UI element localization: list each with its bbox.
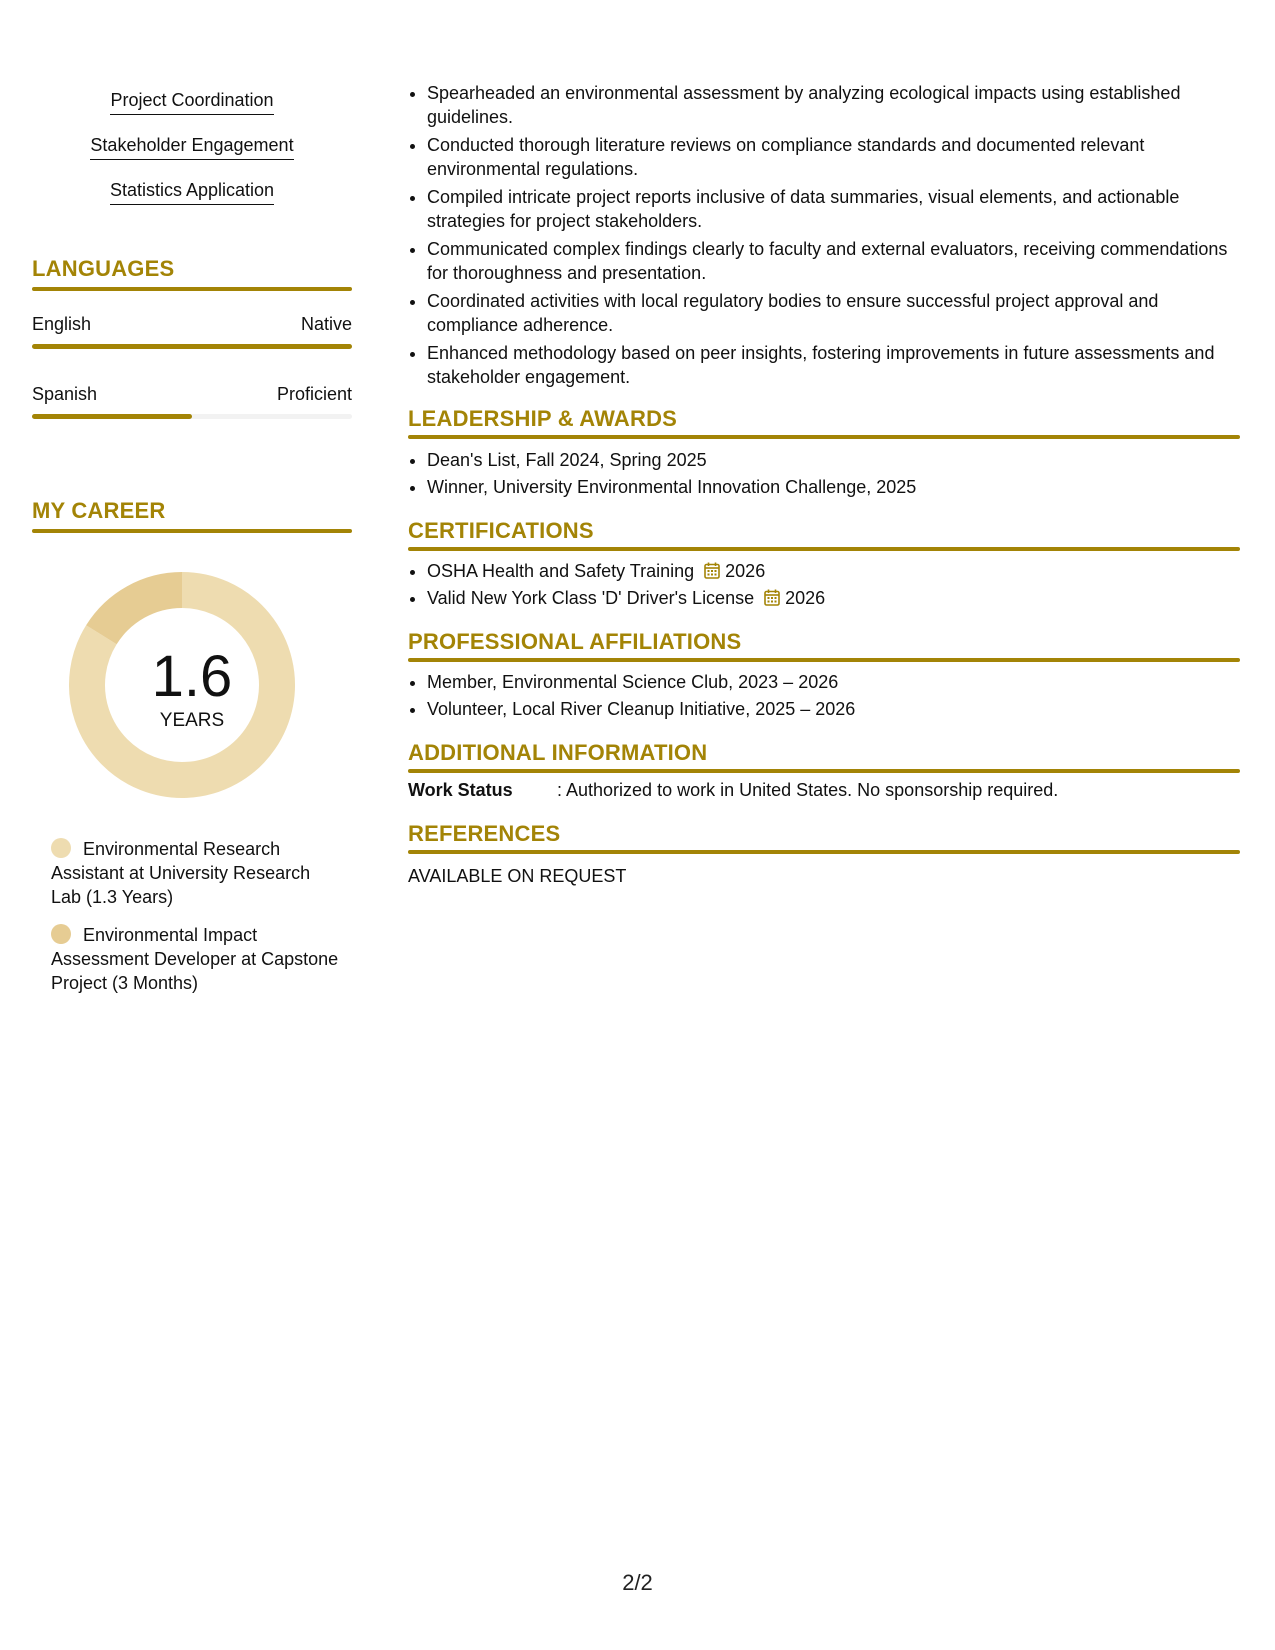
experience-bullet-list <box>408 81 1240 393</box>
experience-bullet: • Spearheaded an environmental assessment by analyzing ecological impacts using established guidelines. <box>427 81 1240 129</box>
experience-bullet: • Communicated complex findings clearly to faculty and external evaluators, receiving commendations for thoroughness and presentation. <box>427 237 1240 285</box>
career-legend-dot <box>51 838 71 858</box>
career-legend-dot <box>51 924 71 944</box>
experience-bullet: • Coordinated activities with local regulatory bodies to ensure successful project approval and compliance adherence. <box>427 289 1240 337</box>
career-donut-segment <box>101 590 182 635</box>
additional-info-divider <box>408 769 1240 773</box>
career-years-unit: YEARS <box>159 710 225 731</box>
career-divider <box>32 529 352 533</box>
work-status-value: : Authorized to work in United States. No sponsorship required. <box>557 780 1059 800</box>
affiliations-divider <box>408 658 1240 662</box>
career-legend-item: Environmental Impact Assessment Developer at Capstone Project (3 Months) <box>51 925 339 993</box>
experience-bullet: • Conducted thorough literature reviews on compliance standards and documented relevant environmental regulations. <box>427 133 1240 181</box>
leadership-list <box>408 448 1240 502</box>
career-total-years: 1.6 <box>151 644 233 709</box>
skill-item: Project Coordination <box>32 89 352 115</box>
calendar-icon <box>764 589 780 606</box>
experience-bullet: • Compiled intricate project reports inclusive of data summaries, visual elements, and actionable strategies for project stakeholders. <box>427 185 1240 233</box>
work-status-row <box>408 780 1058 801</box>
experience-bullet: • Enhanced methodology based on peer insights, fostering improvements in future assessments and stakeholder engagement. <box>427 341 1240 389</box>
language-name: Spanish <box>32 384 98 404</box>
references-heading: REFERENCES <box>408 821 561 846</box>
certification-item: • Valid New York Class 'D' Driver's License 2026 <box>427 586 1240 610</box>
page-indicator: 2/2 <box>622 1570 653 1595</box>
languages-divider <box>32 287 352 291</box>
career-heading: MY CAREER <box>32 498 166 523</box>
language-name: English <box>32 314 92 334</box>
language-bar-english <box>32 344 352 349</box>
affiliation-item: • Member, Environmental Science Club, 2023 – 2026 <box>427 670 1240 694</box>
language-bar-fill <box>32 414 192 419</box>
leadership-heading: LEADERSHIP & AWARDS <box>408 406 678 431</box>
leadership-divider <box>408 435 1240 439</box>
skill-item: Stakeholder Engagement <box>32 134 352 160</box>
language-bar-spanish <box>32 414 352 419</box>
certifications-heading: CERTIFICATIONS <box>408 518 594 543</box>
career-legend-item: Environmental Research Assistant at University Research Lab (1.3 Years) <box>51 839 311 907</box>
language-level: Native <box>300 314 352 334</box>
language-level: Proficient <box>276 384 352 404</box>
leadership-item: • Winner, University Environmental Innovation Challenge, 2025 <box>427 475 1240 499</box>
references-divider <box>408 850 1240 854</box>
certification-item: • OSHA Health and Safety Training 2026 <box>427 559 1240 583</box>
affiliations-list <box>408 670 1240 724</box>
languages-heading: LANGUAGES <box>32 256 175 281</box>
skill-item: Statistics Application <box>32 179 352 205</box>
certifications-list <box>408 559 1240 613</box>
additional-info-heading: ADDITIONAL INFORMATION <box>408 740 708 765</box>
calendar-icon <box>704 562 720 579</box>
references-text: AVAILABLE ON REQUEST <box>408 866 627 886</box>
certifications-divider <box>408 547 1240 551</box>
affiliations-heading: PROFESSIONAL AFFILIATIONS <box>408 629 742 654</box>
work-status-label: Work Status <box>408 780 513 800</box>
affiliation-item: • Volunteer, Local River Cleanup Initiative, 2025 – 2026 <box>427 697 1240 721</box>
language-bar-fill <box>32 344 352 349</box>
leadership-item: • Dean's List, Fall 2024, Spring 2025 <box>427 448 1240 472</box>
